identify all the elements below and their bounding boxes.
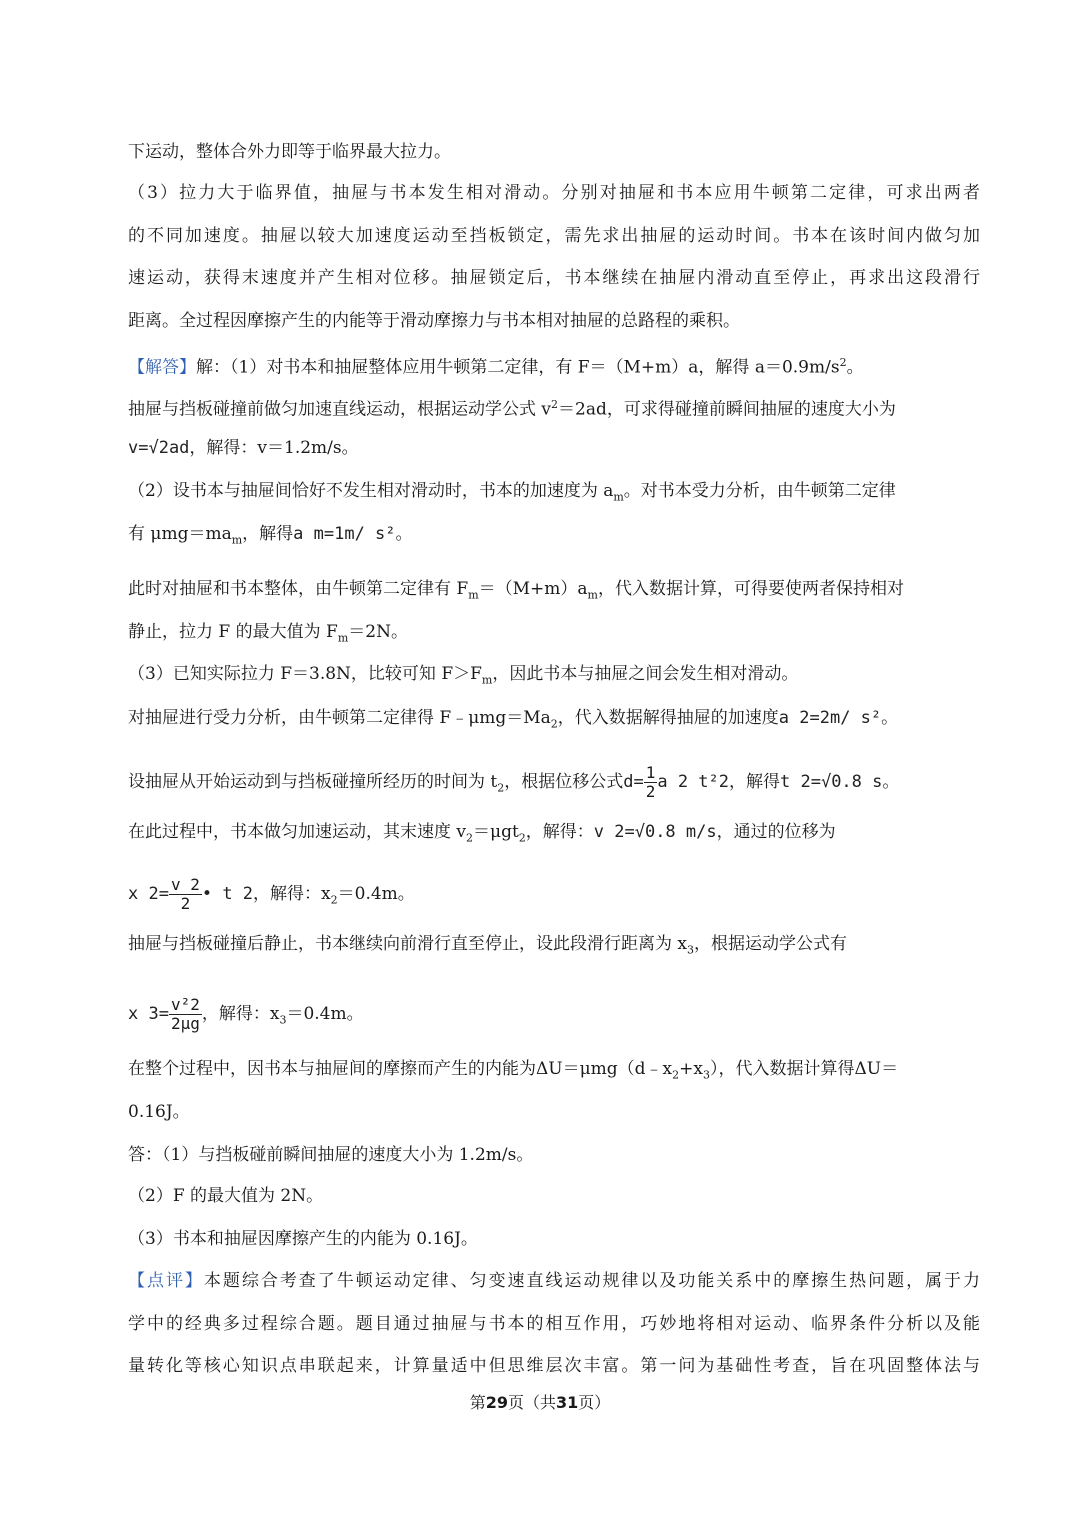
text-line: 距离。全过程因摩擦产生的内能等于滑动摩擦力与书本相对抽屉的总路程的乘积。 <box>128 311 740 331</box>
formula-image: a m=1m/ s² <box>293 524 396 544</box>
formula-image: d= <box>623 772 644 792</box>
text-line: （2）设书本与抽屉间恰好不发生相对滑动时，书本的加速度为 $a_m$。对书本受力分析，由牛顿第二定律 <box>128 481 896 504</box>
formula-image: a 2=2m/ s² <box>778 708 882 728</box>
total-pages: 31 <box>556 1393 579 1412</box>
formula-image: • t 2 <box>201 884 254 904</box>
text-line: （3）已知实际拉力 F＝3.8N，比较可知 $F>F_m$，因此书本与抽屉之间会发生相对滑动。 <box>128 664 799 687</box>
comment-tag: 【点评】 <box>128 1271 204 1291</box>
text-line: （3）书本和抽屉因摩擦产生的内能为 0.16J。 <box>128 1229 478 1249</box>
answer-heading-line: 【解答】解：（1）对书本和抽屉整体应用牛顿第二定律，有 F＝（M+m）a，解得 $a=0.9m/s^2$。 <box>128 356 864 378</box>
text-line: 在整个过程中，因书本与抽屉间的摩擦而产生的内能为$\Delta U=\mu mg(d﹣x_2+x_3)$，代入数据计算得ΔU＝ <box>128 1059 899 1082</box>
page-number: 29 <box>485 1393 508 1412</box>
text-line: 学中的经典多过程综合题。题目通过抽屉与书本的相互作用，巧妙地将相对运动、临界条件分析以及能 <box>128 1314 980 1334</box>
text-line: 抽屉与挡板碰撞前做匀加速直线运动，根据运动学公式 $v^2=2ad$，可求得碰撞前瞬间抽屉的速度大小为 <box>128 398 896 420</box>
fraction: $\frac{v 2}{2}$ <box>170 875 200 913</box>
text-line: （2）F 的最大值为 2N。 <box>128 1186 324 1206</box>
text-line: x 3= $\frac{\text{v²2}}{2\mu g}$ ，解得：$x_3=0.4m$。 <box>128 995 364 1033</box>
text-line: 在此过程中，书本做匀加速运动，其末速度 $v_2=\mu gt_2$，解得：v 2=√0.8 m/s，通过的位移为 <box>128 822 836 845</box>
text-line: 速运动，获得末速度并产生相对位移。抽屉锁定后，书本继续在抽屉内滑动直至停止，再求出这段滑行 <box>128 268 980 288</box>
text-line: 抽屉与挡板碰撞后静止，书本继续向前滑行直至停止，设此段滑行距离为 $x_3$，根据运动学公式有 <box>128 934 847 957</box>
fraction: $\frac{\text{v²2}}{2\mu g}$ <box>170 995 200 1033</box>
formula-image: v=√2ad <box>128 438 190 458</box>
text-line: 0.16J。 <box>128 1102 190 1122</box>
text-line: 量转化等核心知识点串联起来，计算量适中但思维层次丰富。第一问为基础性考查，旨在巩固整体法与 <box>128 1356 980 1376</box>
text-line: 答：（1）与挡板碰前瞬间抽屉的速度大小为 1.2m/s。 <box>128 1145 534 1165</box>
comment-line: 【点评】本题综合考查了牛顿运动定律、匀变速直线运动规律以及功能关系中的摩擦生热问题，属于力 <box>128 1271 980 1291</box>
page-footer: 第29页（共31页） <box>469 1393 611 1412</box>
text-line: 下运动，整体合外力即等于临界最大拉力。 <box>128 142 451 162</box>
text-line: 有 $\mu mg=ma_m$，解得a m=1m/ s²。 <box>128 524 413 547</box>
formula-image: t 2=√0.8 s <box>780 772 883 792</box>
text-line: 静止，拉力 F 的最大值为 $F_m=2N$。 <box>128 622 408 645</box>
text-line: v=√2ad，解得：v＝1.2m/s。 <box>128 438 359 458</box>
text-line: x 2= $\frac{v 2}{2}$ • t 2，解得：$x_2=0.4m$。 <box>128 875 415 913</box>
formula-image: x 2= <box>128 884 169 904</box>
formula-image: x 3= <box>128 1004 169 1024</box>
text-line: 对抽屉进行受力分析，由牛顿第二定律得 $F﹣\mu mg=Ma_2$，代入数据解得抽屉的加速度a 2=2m/ s²。 <box>128 708 899 731</box>
text-line: 设抽屉从开始运动到与挡板碰撞所经历的时间为 $t_2$，根据位移公式d= $\frac{1}{2}$ a 2 t²2，解得t 2=√0.8 s。 <box>128 763 900 801</box>
fraction: $\frac{1}{2}$ <box>645 763 656 801</box>
text-line: 的不同加速度。抽屉以较大加速度运动至挡板锁定，需先求出抽屉的运动时间。书本在该时间内做匀加 <box>128 226 980 246</box>
text-line: 此时对抽屉和书本整体，由牛顿第二定律有 $F_m=(M+m)a_m$，代入数据计算，可得要使两者保持相对 <box>128 579 904 602</box>
text-line: （3）拉力大于临界值，抽屉与书本发生相对滑动。分别对抽屉和书本应用牛顿第二定律，可求出两者 <box>128 183 980 203</box>
formula-image: v 2=√0.8 m/s <box>593 822 717 842</box>
formula-image: a 2 t²2 <box>657 772 730 792</box>
answer-tag: 【解答】 <box>128 357 196 378</box>
